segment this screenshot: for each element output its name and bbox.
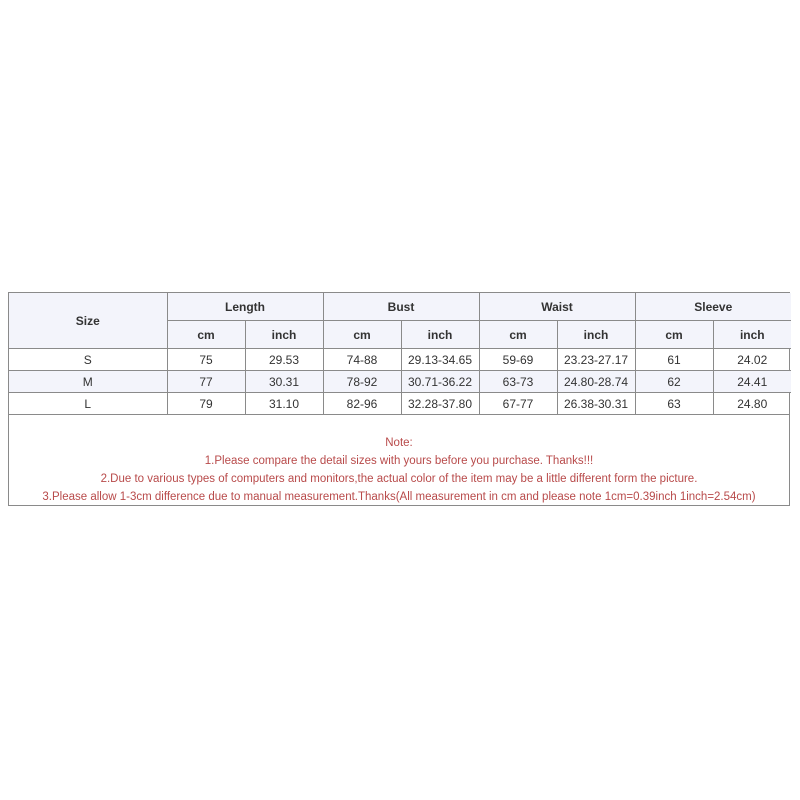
notes-section — [9, 414, 789, 505]
size-cell: L — [9, 393, 167, 415]
waist-cm-cell: 67-77 — [479, 393, 557, 415]
size-table — [9, 293, 791, 414]
unit-header-bust-cm: cm — [323, 321, 401, 349]
group-header-bust: Bust — [323, 293, 479, 321]
bust-inch-cell: 29.13-34.65 — [401, 349, 479, 371]
size-cell: S — [9, 349, 167, 371]
sleeve-cm-cell: 63 — [635, 393, 713, 415]
waist-cm-cell: 59-69 — [479, 349, 557, 371]
unit-header-length-inch: inch — [245, 321, 323, 349]
waist-inch-cell: 24.80-28.74 — [557, 371, 635, 393]
notes-title: Note: — [385, 437, 413, 449]
sleeve-inch-cell: 24.02 — [713, 349, 791, 371]
sleeve-inch-cell: 24.41 — [713, 371, 791, 393]
size-header: Size — [9, 293, 167, 349]
size-chart — [8, 292, 790, 506]
sleeve-cm-cell: 61 — [635, 349, 713, 371]
note-line-1: 1.Please compare the detail sizes with yours before you purchase. Thanks!!! — [204, 455, 594, 467]
group-header-length: Length — [167, 293, 323, 321]
length-inch-cell: 30.31 — [245, 371, 323, 393]
size-cell: M — [9, 371, 167, 393]
table-row — [9, 393, 791, 415]
group-header-sleeve: Sleeve — [635, 293, 791, 321]
note-line-3: 3.Please allow 1-3cm difference due to manual measurement.Thanks(All measurement in cm and please note 1cm=0.39inch 1inch=2.54cm) — [42, 491, 756, 503]
bust-cm-cell: 82-96 — [323, 393, 401, 415]
note-line-2: 2.Due to various types of computers and monitors,the actual color of the item may be a little different form the picture. — [100, 473, 698, 485]
sleeve-cm-cell: 62 — [635, 371, 713, 393]
sleeve-inch-cell: 24.80 — [713, 393, 791, 415]
unit-header-sleeve-inch: inch — [713, 321, 791, 349]
length-cm-cell: 75 — [167, 349, 245, 371]
waist-inch-cell: 26.38-30.31 — [557, 393, 635, 415]
length-cm-cell: 79 — [167, 393, 245, 415]
table-row — [9, 371, 791, 393]
length-cm-cell: 77 — [167, 371, 245, 393]
table-row — [9, 349, 791, 371]
bust-inch-cell: 30.71-36.22 — [401, 371, 479, 393]
length-inch-cell: 29.53 — [245, 349, 323, 371]
unit-header-length-cm: cm — [167, 321, 245, 349]
waist-cm-cell: 63-73 — [479, 371, 557, 393]
waist-inch-cell: 23.23-27.17 — [557, 349, 635, 371]
unit-header-sleeve-cm: cm — [635, 321, 713, 349]
group-header-waist: Waist — [479, 293, 635, 321]
bust-cm-cell: 78-92 — [323, 371, 401, 393]
bust-cm-cell: 74-88 — [323, 349, 401, 371]
header-row-groups — [9, 293, 791, 321]
unit-header-waist-inch: inch — [557, 321, 635, 349]
length-inch-cell: 31.10 — [245, 393, 323, 415]
unit-header-bust-inch: inch — [401, 321, 479, 349]
bust-inch-cell: 32.28-37.80 — [401, 393, 479, 415]
unit-header-waist-cm: cm — [479, 321, 557, 349]
